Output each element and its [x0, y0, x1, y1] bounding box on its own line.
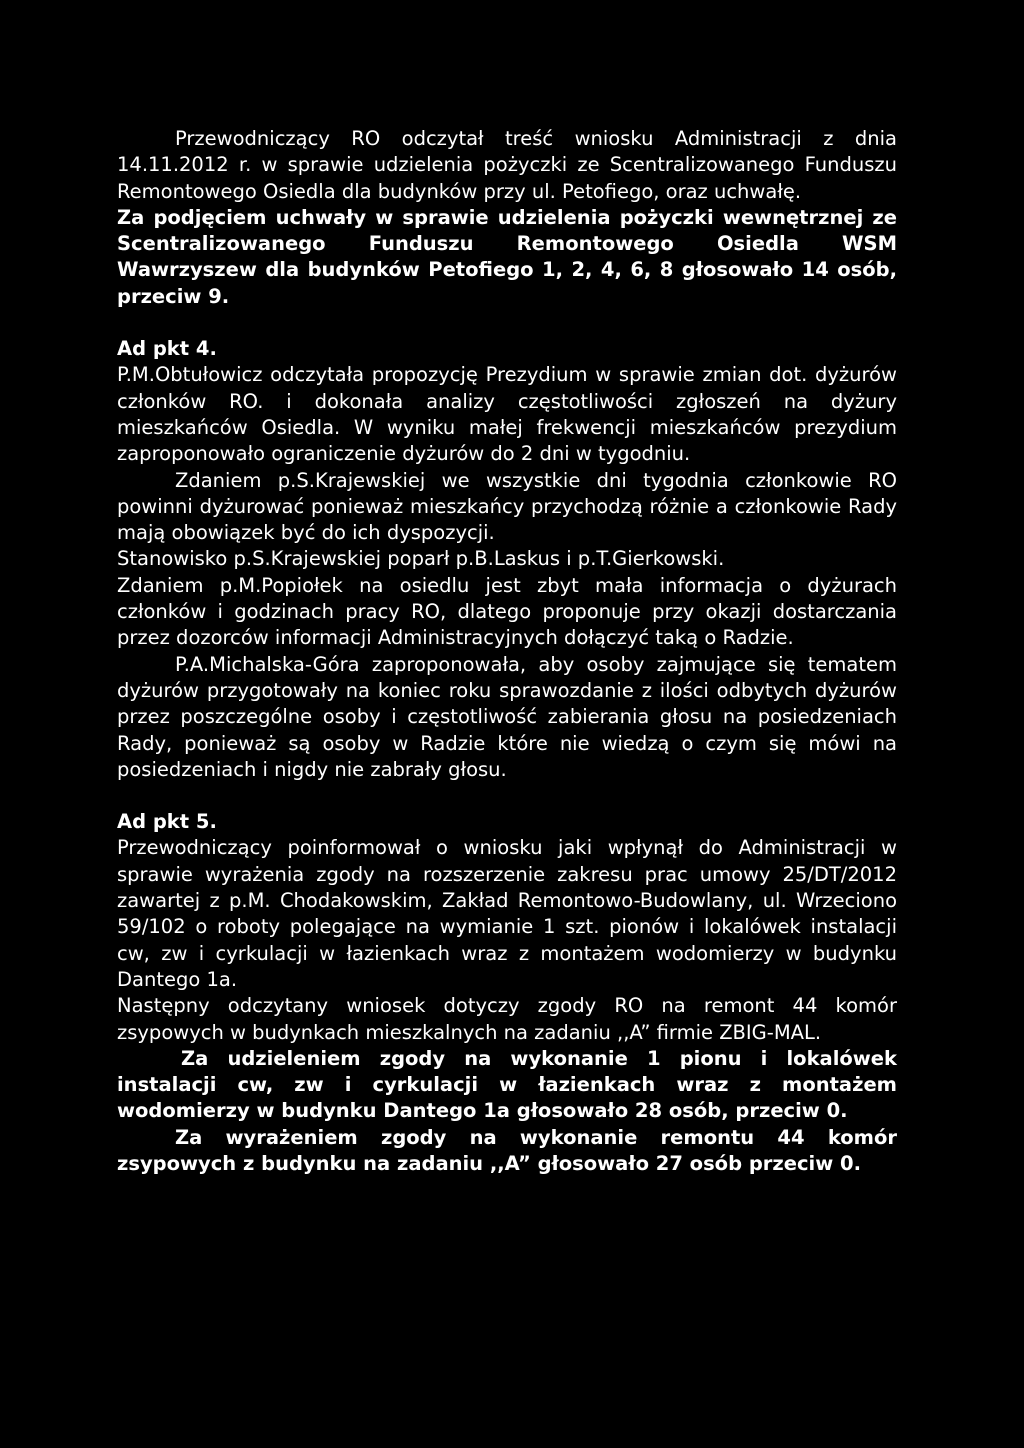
paragraph-vote-risers: Za udzieleniem zgody na wykonanie 1 pionu i lokalówek instalacji cw, zw i cyrkulacji w łazienkach wraz z montażem wodomierzy w budynku Dantego 1a głosowało 28 osób, przeciw 0. — [117, 1046, 897, 1123]
heading-item-5: Ad pkt 5. — [117, 810, 217, 834]
spacer — [117, 783, 897, 809]
paragraph-michalska-proposal: P.A.Michalska-Góra zaproponowała, aby osoby zajmujące się tematem dyżurów przygotowały na koniec roku sprawozdanie z ilości odbytych dyżurów przez poszczególne osoby i częstotliwość zabierania głosu na posiedzeniach Rady, ponieważ są osoby w Radzie które nie wiedzą o czym się mówi na posiedzeniach i nigdy nie zabrały głosu. — [117, 652, 897, 781]
paragraph-second-motion: Następny odczytany wniosek dotyczy zgody RO na remont 44 komór zsypowych w budynkach mieszkalnych na zadaniu ,,A” firmie ZBIG-MAL. — [117, 994, 897, 1044]
paragraph-chairman-info: Przewodniczący poinformował o wniosku jaki wpłynął do Administracji w sprawie wyrażenia zgody na rozszerzenie zakresu prac umowy 25/DT/2012 zawartej z p.M. Chodakowskim, Zakład Remontowo-Budowlany, ul. Wrzeciono 59/102 o roboty polegające na wymianie 1 szt. pionów i lokalówek instalacji cw, zw i cyrkulacji w łazienkach wraz z montażem wodomierzy w budynku Dantego 1a. — [117, 836, 897, 991]
paragraph-popiolek-opinion: Zdaniem p.M.Popiołek na osiedlu jest zbyt mała informacja o dyżurach członków i godzinach pracy RO, dlatego proponuje przy okazji dostarczania przez dozorców informacji Administracyjnych dołączyć taką o Radzie. — [117, 573, 897, 650]
paragraph-support: Stanowisko p.S.Krajewskiej poparł p.B.Laskus i p.T.Gierkowski. — [117, 547, 725, 571]
heading-item-4: Ad pkt 4. — [117, 337, 217, 361]
paragraph-vote-loan: Za podjęciem uchwały w sprawie udzielenia pożyczki wewnętrznej ze Scentralizowanego Funduszu Remontowego Osiedla WSM Wawrzyszew dla budynków Petofiego 1, 2, 4, 6, 8 głosowało 14 osób, przeciw 9. — [117, 205, 897, 308]
paragraph-krajewska-opinion: Zdaniem p.S.Krajewskiej we wszystkie dni tygodnia członkowie RO powinni dyżurować ponieważ mieszkańcy przychodzą różnie a członkowie Rady mają obowiązek być do ich dyspozycji. — [117, 468, 897, 545]
document-page — [117, 126, 897, 1177]
paragraph-vote-chutes: Za wyrażeniem zgody na wykonanie remontu 44 komór zsypowych z budynku na zadaniu ,,A” głosowało 27 osób przeciw 0. — [117, 1125, 897, 1175]
paragraph-duty-proposal: P.M.Obtułowicz odczytała propozycję Prezydium w sprawie zmian dot. dyżurów członków RO. i dokonała analizy częstotliwości zgłoszeń na dyżury mieszkańców Osiedla. W wyniku małej frekwencji mieszkańców prezydium zaproponowało ograniczenie dyżurów do 2 dni w tygodniu. — [117, 363, 897, 466]
spacer — [117, 310, 897, 336]
paragraph-motion-reading: Przewodniczący RO odczytał treść wniosku Administracji z dnia 14.11.2012 r. w sprawie udzielenia pożyczki ze Scentralizowanego Funduszu Remontowego Osiedla dla budynków przy ul. Petofiego, oraz uchwałę. — [117, 127, 897, 203]
